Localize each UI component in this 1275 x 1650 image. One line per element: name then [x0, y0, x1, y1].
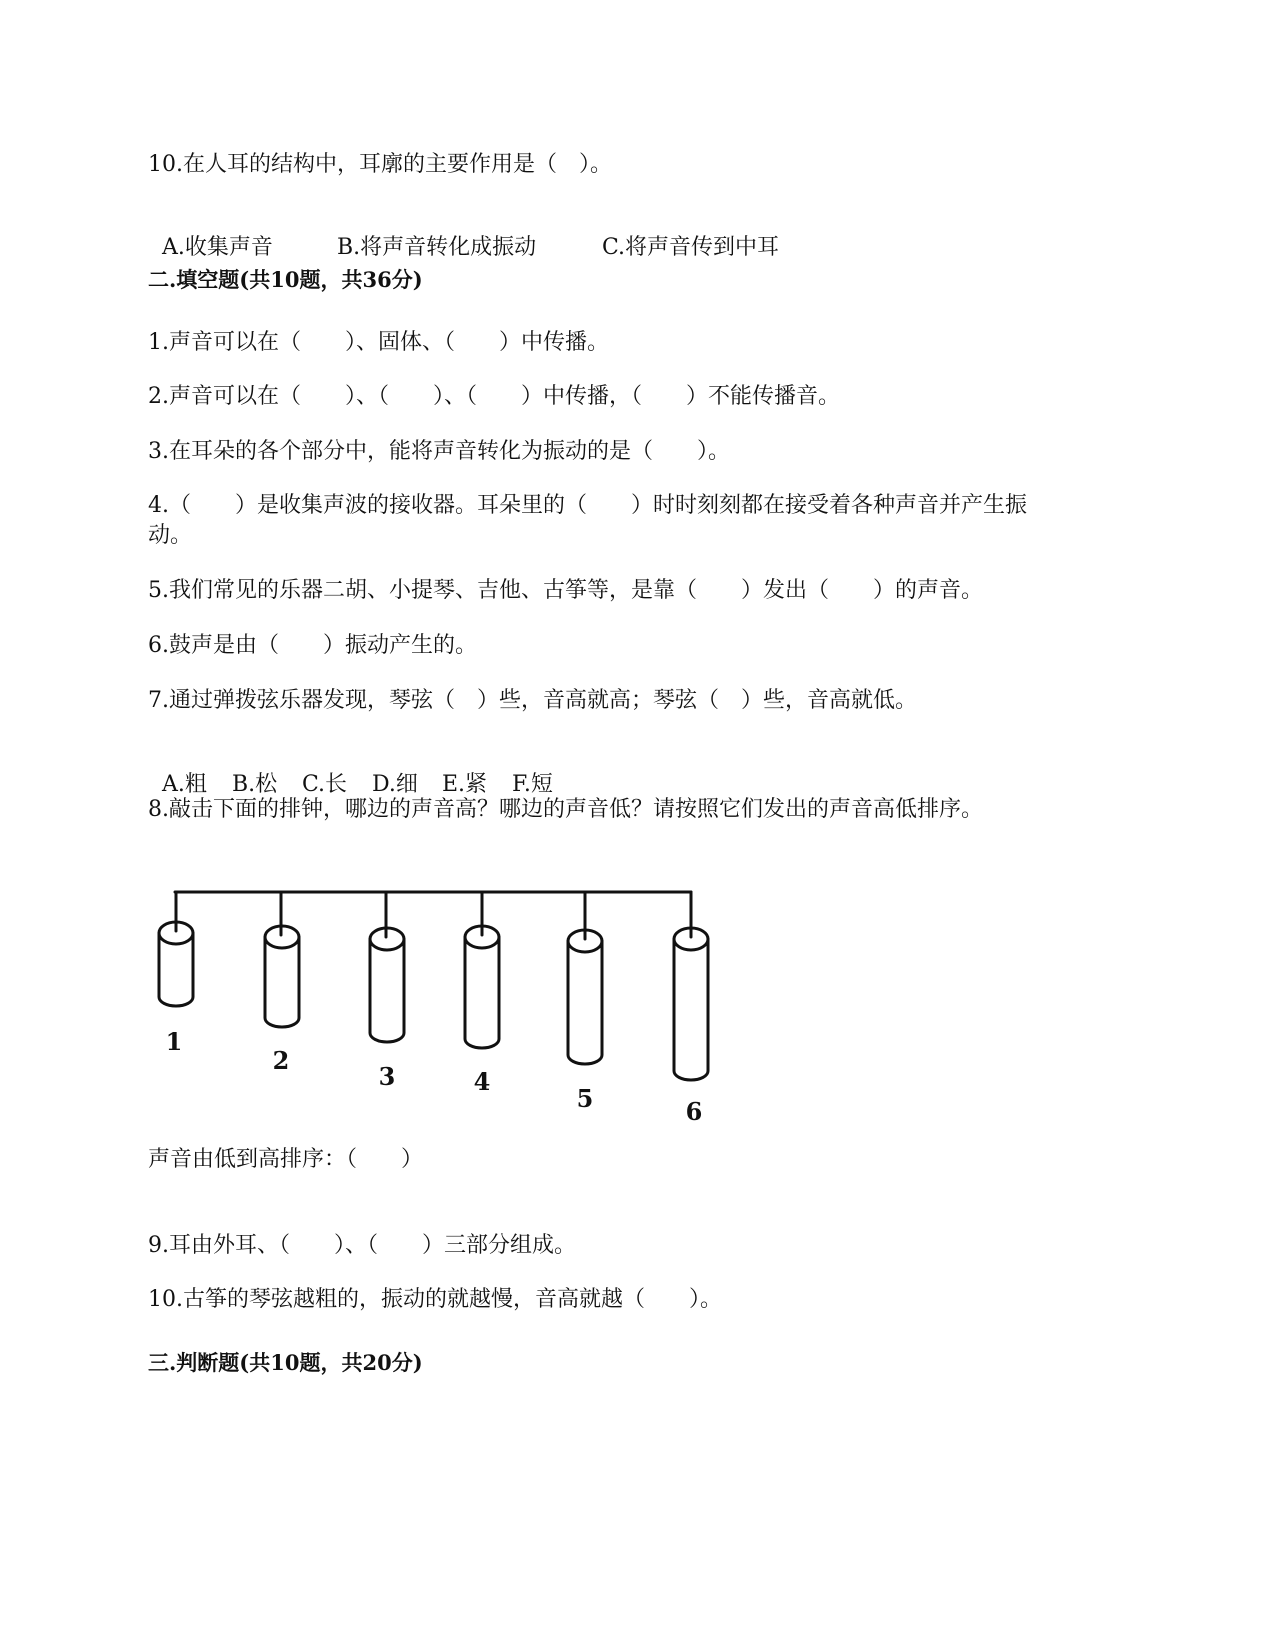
chime-4: [465, 892, 499, 1048]
option-a: A.粗: [162, 772, 207, 797]
fill-question-6: 6.鼓声是由（ ）振动产生的。: [148, 633, 477, 658]
fill-question-7-options: [148, 740, 553, 800]
chime-1: [159, 892, 193, 1006]
fill-question-9: 9.耳由外耳、（ ）、（ ）三部分组成。: [148, 1233, 576, 1258]
chime-label-3: 3: [378, 1062, 396, 1091]
option-c: C.长: [302, 772, 348, 797]
chime-label-2: 2: [272, 1046, 290, 1075]
option-b: B.将声音转化成振动: [337, 235, 537, 260]
fill-question-1: 1.声音可以在（ ）、固体、（ ）中传播。: [148, 330, 609, 355]
fill-question-8-answer: 声音由低到高排序：（ ）: [148, 1147, 424, 1172]
option-b: B.松: [232, 772, 278, 797]
fill-question-8: 8.敲击下面的排钟，哪边的声音高？哪边的声音低？请按照它们发出的声音高低排序。: [148, 797, 983, 822]
chime-5: [568, 892, 602, 1064]
section-2-heading: 二.填空题(共10题，共36分): [148, 267, 423, 292]
option-a: A.收集声音: [162, 235, 273, 260]
chime-label-5: 5: [576, 1084, 594, 1113]
option-d: D.细: [372, 772, 418, 797]
chime-label-6: 6: [685, 1097, 703, 1126]
option-f: F.短: [512, 772, 553, 797]
fill-question-4-line2: 动。: [148, 523, 193, 548]
fill-question-3: 3.在耳朵的各个部分中，能将声音转化为振动的是（ ）。: [148, 439, 730, 464]
fill-question-5: 5.我们常见的乐器二胡、小提琴、吉他、古筝等，是靠（ ）发出（ ）的声音。: [148, 578, 983, 603]
section-3-heading: 三.判断题(共10题，共20分): [148, 1350, 423, 1375]
chime-label-1: 1: [165, 1027, 183, 1056]
option-c: C.将声音传到中耳: [602, 235, 780, 260]
chime-6: [674, 892, 708, 1080]
fill-question-4-line1: 4.（ ）是收集声波的接收器。耳朵里的（ ）时时刻刻都在接受着各种声音并产生振: [148, 493, 1027, 518]
fill-question-7: 7.通过弹拨弦乐器发现，琴弦（ ）些，音高就高；琴弦（ ）些，音高就低。: [148, 688, 917, 713]
chime-label-4: 4: [473, 1067, 491, 1096]
question-10-options: [148, 203, 779, 263]
chime-bars-figure: [155, 885, 735, 1135]
question-10-part1: 10.在人耳的结构中，耳廓的主要作用是（ ）。: [148, 152, 612, 177]
fill-question-10: 10.古筝的琴弦越粗的，振动的就越慢，音高就越（ ）。: [148, 1287, 722, 1312]
chime-3: [370, 892, 404, 1042]
option-e: E.紧: [442, 772, 488, 797]
fill-question-2: 2.声音可以在（ ）、（ ）、（ ）中传播，（ ）不能传播音。: [148, 384, 840, 409]
chime-2: [265, 892, 299, 1027]
